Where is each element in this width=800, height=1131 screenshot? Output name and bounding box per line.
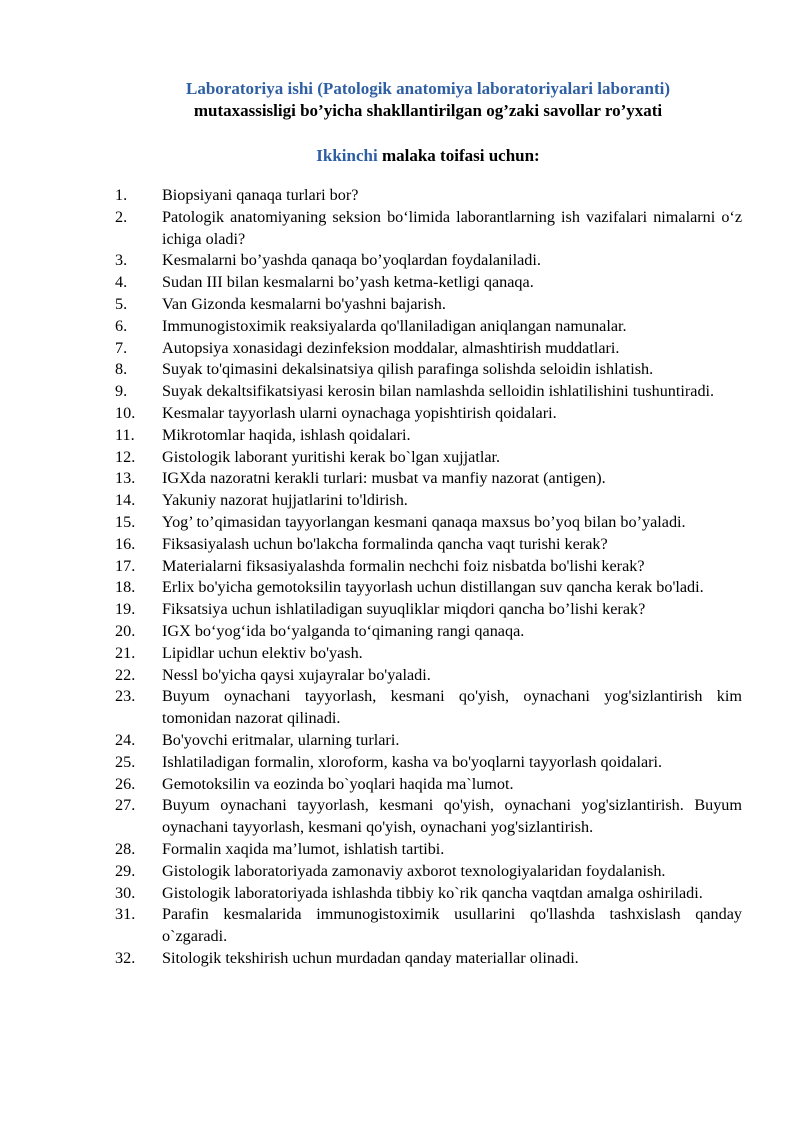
question-number: 7.	[115, 338, 128, 357]
question-item	[0, 643, 800, 665]
question-item	[0, 185, 800, 207]
question-text: Van Gizonda kesmalarni bo'yashni bajarish.	[162, 294, 446, 313]
question-item	[0, 774, 800, 796]
question-item	[0, 512, 800, 534]
question-number: 4.	[115, 273, 128, 292]
question-number: 20.	[115, 621, 136, 640]
question-text: Materialarni fiksasiyalashda formalin nechchi foiz nisbatda bo'lishi kerak?	[162, 556, 645, 575]
question-number: 27.	[115, 796, 136, 815]
question-text: Fiksatsiya uchun ishlatiladigan suyuqliklar miqdori qancha bo’lishi kerak?	[162, 600, 646, 619]
question-number: 16.	[115, 534, 136, 553]
question-item	[0, 272, 800, 294]
question-text: Ishlatiladigan formalin, xloroform, kasha va bo'yoqlarni tayyorlash qoidalari.	[162, 752, 663, 771]
question-item	[0, 730, 800, 752]
document-title-line1: Laboratoriya ishi (Patologik anatomiya laboratoriyalari laboranti)	[185, 79, 670, 98]
question-number: 1.	[115, 186, 128, 204]
question-number: 10.	[115, 403, 136, 422]
question-text: Gistologik laborant yuritishi kerak bo`lgan xujjatlar.	[162, 447, 501, 466]
subtitle-rest: malaka toifasi uchun:	[377, 146, 540, 165]
question-number: 12.	[115, 447, 136, 466]
question-number: 2.	[115, 207, 128, 226]
question-number: 8.	[115, 360, 128, 379]
question-item	[0, 359, 800, 381]
question-text: Suyak to'qimasini dekalsinatsiya qilish parafinga solishda seloidin ishlatish.	[162, 360, 654, 379]
question-text: Buyum oynachani tayyorlash, kesmani qo'yish, oynachani yog'sizlantirish kim tomonidan nazorat qilinadi.	[162, 687, 742, 728]
question-number: 13.	[115, 469, 136, 488]
question-number: 15.	[115, 512, 136, 531]
question-text: IGX bo‘yog‘ida bo‘yalganda to‘qimaning rangi qanaqa.	[162, 621, 525, 640]
question-item	[0, 795, 800, 839]
question-item	[0, 665, 800, 687]
question-item	[0, 403, 800, 425]
question-text: Biopsiyani qanaqa turlari bor?	[162, 186, 359, 204]
question-item	[0, 316, 800, 338]
question-text: Immunogistoximik reaksiyalarda qo'llaniladigan aniqlangan namunalar.	[162, 316, 627, 335]
question-text: Bo'yovchi eritmalar, ularning turlari.	[162, 730, 400, 749]
question-text: Lipidlar uchun elektiv bo'yash.	[162, 643, 363, 662]
question-text: Kesmalarni bo’yashda qanaqa bo’yoqlardan foydalaniladi.	[162, 251, 541, 270]
question-item	[0, 207, 800, 251]
question-item	[0, 425, 800, 447]
question-number: 28.	[115, 839, 136, 858]
question-text: Parafin kesmalarida immunogistoximik usullarini qo'llashda tashxislash qanday o`zgaradi.	[162, 905, 742, 946]
question-item	[0, 621, 800, 643]
question-text: Gistologik laboratoriyada ishlashda tibbiy ko`rik qancha vaqtdan amalga oshiriladi.	[162, 883, 703, 902]
question-text: Kesmalar tayyorlash ularni oynachaga yopishtirish qoidalari.	[162, 403, 557, 422]
question-item	[0, 948, 800, 970]
question-number: 26.	[115, 774, 136, 793]
question-number: 22.	[115, 665, 136, 684]
question-text: Patologik anatomiyaning seksion bo‘limida laborantlarning ish vazifalari nimalarni o‘z ichiga oladi?	[162, 207, 742, 248]
question-text: Suyak dekaltsifikatsiyasi kerosin bilan namlashda selloidin ishlatilishini tushuntiradi.	[162, 382, 715, 401]
subtitle-highlight: Ikkinchi	[316, 146, 378, 165]
question-item	[0, 883, 800, 905]
question-text: Erlix bo'yicha gemotoksilin tayyorlash uchun distillangan suv qancha kerak bo'ladi.	[162, 578, 704, 597]
question-item	[0, 904, 800, 948]
question-text: Autopsiya xonasidagi dezinfeksion moddalar, almashtirish muddatlari.	[162, 338, 620, 357]
question-number: 30.	[115, 883, 136, 902]
question-text: Formalin xaqida ma’lumot, ishlatish tartibi.	[162, 839, 445, 858]
question-item	[0, 534, 800, 556]
question-item	[0, 839, 800, 861]
question-item	[0, 447, 800, 469]
question-item	[0, 338, 800, 360]
question-number: 18.	[115, 578, 136, 597]
question-number: 3.	[115, 251, 128, 270]
question-number: 6.	[115, 316, 128, 335]
question-text: Nessl bo'yicha qaysi xujayralar bo'yaladi.	[162, 665, 431, 684]
question-number: 23.	[115, 687, 136, 706]
question-number: 24.	[115, 730, 136, 749]
question-text: Yog’ to’qimasidan tayyorlangan kesmani qanaqa maxsus bo’yoq bilan bo’yaladi.	[162, 512, 686, 531]
question-text: Fiksasiyalash uchun bo'lakcha formalinda qancha vaqt turishi kerak?	[162, 534, 608, 553]
question-item	[0, 294, 800, 316]
question-number: 32.	[115, 948, 136, 967]
document-subtitle	[0, 145, 800, 167]
question-text: Yakuniy nazorat hujjatlarini to'ldirish.	[162, 491, 408, 510]
question-text: Mikrotomlar haqida, ishlash qoidalari.	[162, 425, 411, 444]
question-number: 11.	[115, 425, 135, 444]
question-number: 9.	[115, 382, 128, 401]
question-number: 25.	[115, 752, 136, 771]
question-item	[0, 490, 800, 512]
question-text: Buyum oynachani tayyorlash, kesmani qo'yish, oynachani yog'sizlantirish. Buyum oynachani tayyorlash, kesmani qo'yish, oynachani yog'sizlantirish.	[162, 796, 742, 837]
question-text: Gistologik laboratoriyada zamonaviy axborot texnologiyalaridan foydalanish.	[162, 861, 666, 880]
question-number: 29.	[115, 861, 136, 880]
question-number: 5.	[115, 294, 128, 313]
question-text: IGXda nazoratni kerakli turlari: musbat va manfiy nazorat (antigen).	[162, 469, 606, 488]
question-number: 19.	[115, 600, 136, 619]
question-text: Sitologik tekshirish uchun murdadan qanday materiallar olinadi.	[162, 948, 579, 967]
question-item	[0, 599, 800, 621]
question-item	[0, 861, 800, 883]
question-number: 21.	[115, 643, 136, 662]
question-list	[0, 185, 800, 970]
question-number: 17.	[115, 556, 136, 575]
question-text: Gemotoksilin va eozinda bo`yoqlari haqida ma`lumot.	[162, 774, 514, 793]
question-number: 14.	[115, 491, 136, 510]
document-title-line2: mutaxassisligi bo’yicha shakllantirilgan og’zaki savollar ro’yxati	[193, 101, 663, 120]
question-text: Sudan III bilan kesmalarni bo’yash ketma-ketligi qanaqa.	[162, 273, 534, 292]
question-number: 31.	[115, 905, 136, 924]
question-item	[0, 577, 800, 599]
question-item	[0, 556, 800, 578]
question-item	[0, 752, 800, 774]
question-item	[0, 468, 800, 490]
question-item	[0, 686, 800, 730]
question-item	[0, 250, 800, 272]
question-item	[0, 381, 800, 403]
